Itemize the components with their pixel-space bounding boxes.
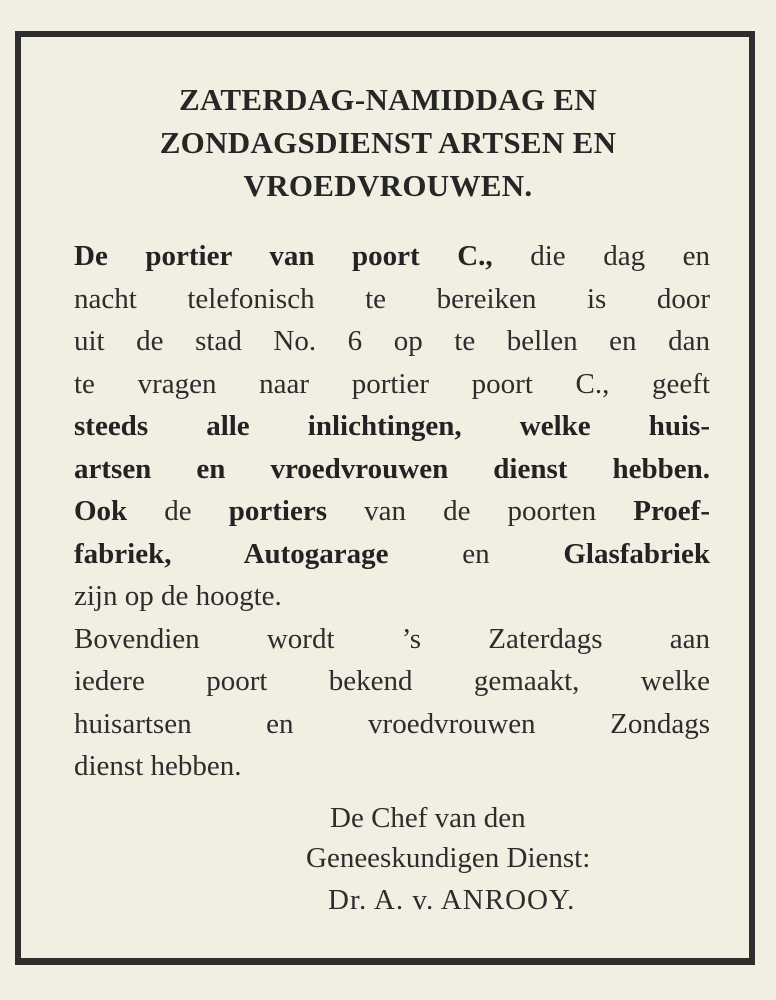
text: van de poorten [327, 495, 634, 527]
signature-line-1: De Chef van den [330, 802, 526, 834]
text: Bovendien wordt ’s Zaterdags aan [74, 622, 710, 655]
body-line [74, 665, 710, 698]
body-line [74, 410, 710, 443]
body-line [74, 623, 710, 656]
text: iedere poort bekend gemaakt, welke [74, 665, 710, 697]
bold-text: De portier van poort C., [74, 240, 493, 272]
signature-line-3: Dr. A. v. ANROOY. [328, 884, 576, 916]
body-line [74, 453, 710, 486]
bold-text: Proef- [633, 495, 710, 527]
text: huisartsen en vroedvrouwen Zondags [74, 707, 710, 740]
text: uit de stad No. 6 op te bellen en dan [74, 325, 710, 357]
signature-line-2: Geneeskundigen Dienst: [306, 842, 591, 874]
bold-text: steeds alle inlichtingen, welke huis- [74, 410, 710, 442]
body-line [74, 240, 710, 273]
notice-title [0, 78, 776, 207]
text: nacht telefonisch te bereiken is door [74, 282, 710, 315]
bold-text: portiers [228, 495, 328, 527]
body-line [74, 495, 710, 528]
bold-text: artsen en vroedvrouwen dienst hebben. [74, 452, 710, 485]
text: de [127, 495, 229, 527]
body-line [74, 580, 710, 613]
bold-text: fabriek, Autogarage [74, 537, 389, 570]
text: en [388, 537, 564, 570]
text: die dag en [492, 240, 711, 272]
title-line-3: VROEDVROUWEN. [243, 168, 533, 203]
bold-text: Ook [74, 495, 128, 527]
body-line [74, 708, 710, 741]
body-line [74, 325, 710, 358]
text: zijn op de hoogte. [74, 580, 282, 612]
title-line-1: ZATERDAG-NAMIDDAG EN [179, 82, 597, 117]
body-line [74, 368, 710, 401]
text: te vragen naar portier poort C., geeft [74, 367, 710, 400]
body-line [74, 538, 710, 571]
bold-text: Glasfabriek [563, 537, 710, 570]
title-line-2: ZONDAGSDIENST ARTSEN EN [159, 125, 617, 160]
body-line [74, 750, 710, 783]
text: dienst hebben. [74, 750, 242, 782]
body-line [74, 283, 710, 316]
